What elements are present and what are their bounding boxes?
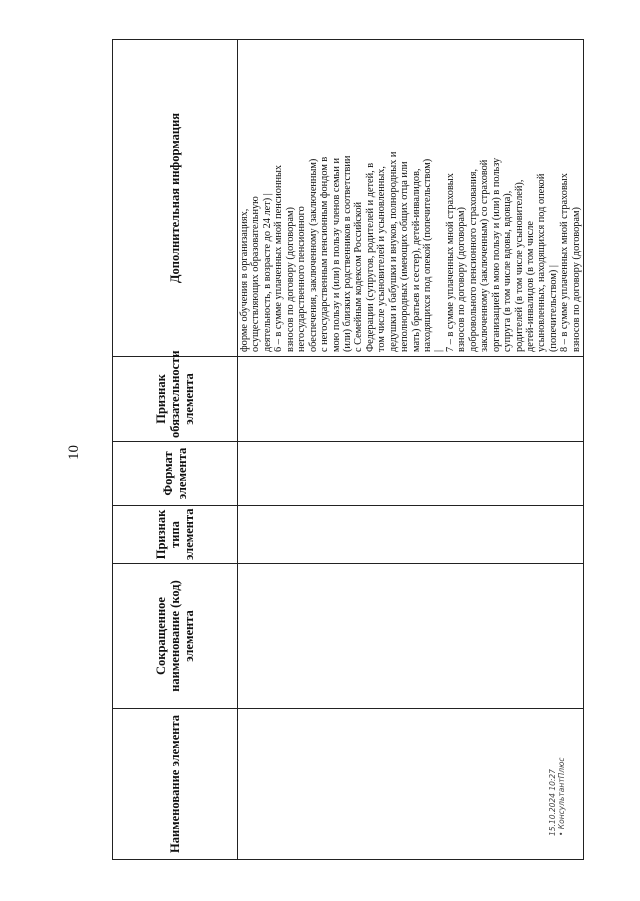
info-line: (или) близких родственников в соответствии <box>341 155 353 352</box>
elements-table <box>112 39 584 860</box>
cell-short-name <box>238 564 584 709</box>
info-line: взносов по договору (договорам) <box>456 207 468 352</box>
info-line: супруга (в том числе вдовы, вдовца), <box>502 190 514 352</box>
header-short-name: Сокращенное наименование (код) элемента <box>113 564 238 709</box>
info-line: 6 – в сумме уплаченных мной пенсионных <box>273 164 285 352</box>
table-row <box>238 40 584 860</box>
info-line: взносов по договору (договорам) <box>570 207 582 352</box>
info-line: неполнородных (имеющих общих отца или <box>399 161 411 352</box>
info-line: дедушки и бабушки и внуков, полнородных и <box>387 151 399 352</box>
info-line: усыновленных, находящихся под опекой <box>536 173 548 352</box>
info-line: с негосударственным пенсионным фондом в <box>319 156 331 352</box>
header-additional-info: Дополнительная информация <box>113 40 238 357</box>
info-line: | <box>433 349 445 352</box>
info-line: осуществляющих образовательную <box>250 196 262 352</box>
info-line: Федерации (супругов, родителей и детей, в <box>364 162 376 352</box>
info-line: деятельность, в возрасте до 24 лет) | <box>261 193 273 352</box>
info-line: находящихся под опекой (попечительством) <box>422 158 433 352</box>
info-line: добровольного пенсионного страхования, <box>467 168 479 352</box>
info-line: мать) братьев и сестер), детей-инвалидов, <box>410 168 422 352</box>
info-line: (попечительством) | <box>547 265 559 352</box>
info-line: детей-инвалидов (в том числе <box>524 221 536 352</box>
header-required-flag: Признак обязательности элемента <box>113 357 238 442</box>
header-element-name: Наименование элемента <box>113 709 238 860</box>
info-line: с Семейным кодексом Российской <box>353 201 365 352</box>
cell-type-flag <box>238 506 584 564</box>
header-type-flag: Признак типа элемента <box>113 506 238 564</box>
page-number: 10 <box>66 445 82 460</box>
cell-additional-info <box>238 40 584 357</box>
cell-format <box>238 442 584 506</box>
info-line: родителей (в том числе усыновителей), <box>513 179 525 352</box>
stamp-date: 15.10.2024 10:27 <box>548 769 557 836</box>
table-header-row <box>113 40 238 860</box>
info-line: негосударственного пенсионного <box>296 206 308 352</box>
info-line: том числе усыновителей и усыновленных, <box>376 166 388 352</box>
additional-info-text <box>239 41 582 355</box>
info-line: форме обучения в организациях, <box>239 208 250 352</box>
cell-required-flag <box>238 357 584 442</box>
info-line: взносов по договору (договорам) <box>284 207 296 352</box>
rotated-page <box>60 30 580 870</box>
info-line: обеспечения, заключенному (заключенным) <box>307 158 319 352</box>
info-line: организацией в мою пользу и (или) в пользу <box>490 157 502 352</box>
print-stamp <box>548 757 566 836</box>
info-line: мою пользу и (или) в пользу членов семьи и <box>330 158 342 352</box>
info-line: 8 – в сумме уплаченных мной страховых <box>559 173 571 352</box>
stamp-source: • КонсультантПлюс <box>557 757 566 836</box>
cell-element-name <box>238 709 584 860</box>
header-format: Формат элемента <box>113 442 238 506</box>
info-line: заключенному (заключенным) со страховой <box>479 159 491 352</box>
info-line: 7 – в сумме уплаченных мной страховых <box>444 173 456 352</box>
